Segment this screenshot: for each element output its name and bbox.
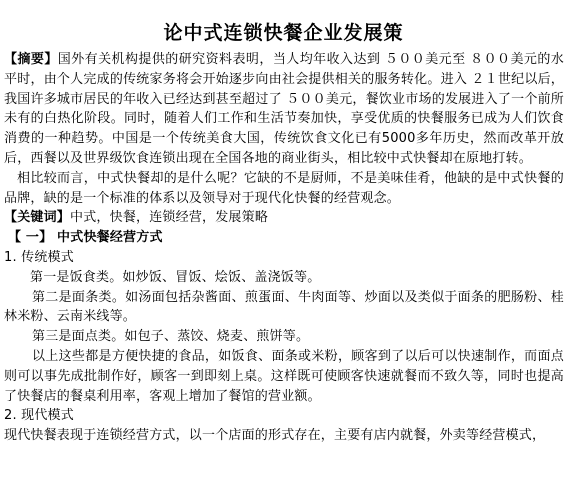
document-body [4,50,564,446]
keywords-label: 【关键词】 [4,210,71,226]
abstract-paragraph [4,50,564,169]
list-item: 第二是面条类。如汤面包括杂酱面、煎蛋面、牛肉面等、炒面以及类似于面条的肥肠粉、桂林米粉、云南米线等。 [4,289,564,325]
list-item: 第三是面点类。如包子、蒸饺、烧麦、煎饼等。 [32,329,310,345]
body-paragraph: 以上这些都是方便快捷的食品，如饭食、面条或米粉，顾客到了以后可以快速制作，而面点则可以事先成批制作好，顾客一到即刻上桌。这样既可使顾客快速就餐而不致久等，同时也提高了快餐店的餐桌利用率，客观上增加了餐馆的营业额。 [4,348,564,404]
body-paragraph-modern: 现代快餐表现于连锁经营方式，以一个店面的形式存在，主要有店内就餐，外卖等经营模式， [4,428,546,444]
abstract-text: 国外有关机构提供的研究资料表明，当人均年收入达到 ５００美元至 ８００美元的水平时，由个人完成的传统家务将会开始逐步向由社会提供相关的服务转化。进入 ２１世纪以后，我国许多城市居民的年收入已经达到甚至超过了 ５００美元，餐饮业市场的发展进入了一个前所未有的白热化阶段。同时，随着人们工作和生活节奏加快，享受优质的快餐服务已成为人们饮食消费的一种趋势。中国是一个传统美食大国，传统饮食文化已有5000多年历史，然而改革开放后，西餐以及世界级饮食连锁出现在全国各地的商业街头，相比较中式快餐却在原地打转。 [4,52,564,166]
subsection-modern: 2. 现代模式 [4,408,74,424]
abstract-label: 【摘要】 [4,52,58,67]
document-title: 论中式连锁快餐企业发展策 [163,22,404,44]
keywords-text: 中式，快餐，连锁经营，发展策略 [70,210,269,226]
abstract-paragraph-2: 相比较而言，中式快餐却的是什么呢？它缺的不是厨师，不是美味佳肴，他缺的是中式快餐的品牌，缺的是一个标准的体系以及领导对于现代化快餐的经营观念。 [4,170,564,206]
keywords-paragraph [4,208,564,228]
section-heading: 【 一】 中式快餐经营方式 [8,230,163,246]
list-item: 第一是饭食类。如炒饭、冒饭、烩饭、盖浇饭等。 [30,269,321,285]
subsection-traditional: 1. 传统模式 [4,249,74,265]
